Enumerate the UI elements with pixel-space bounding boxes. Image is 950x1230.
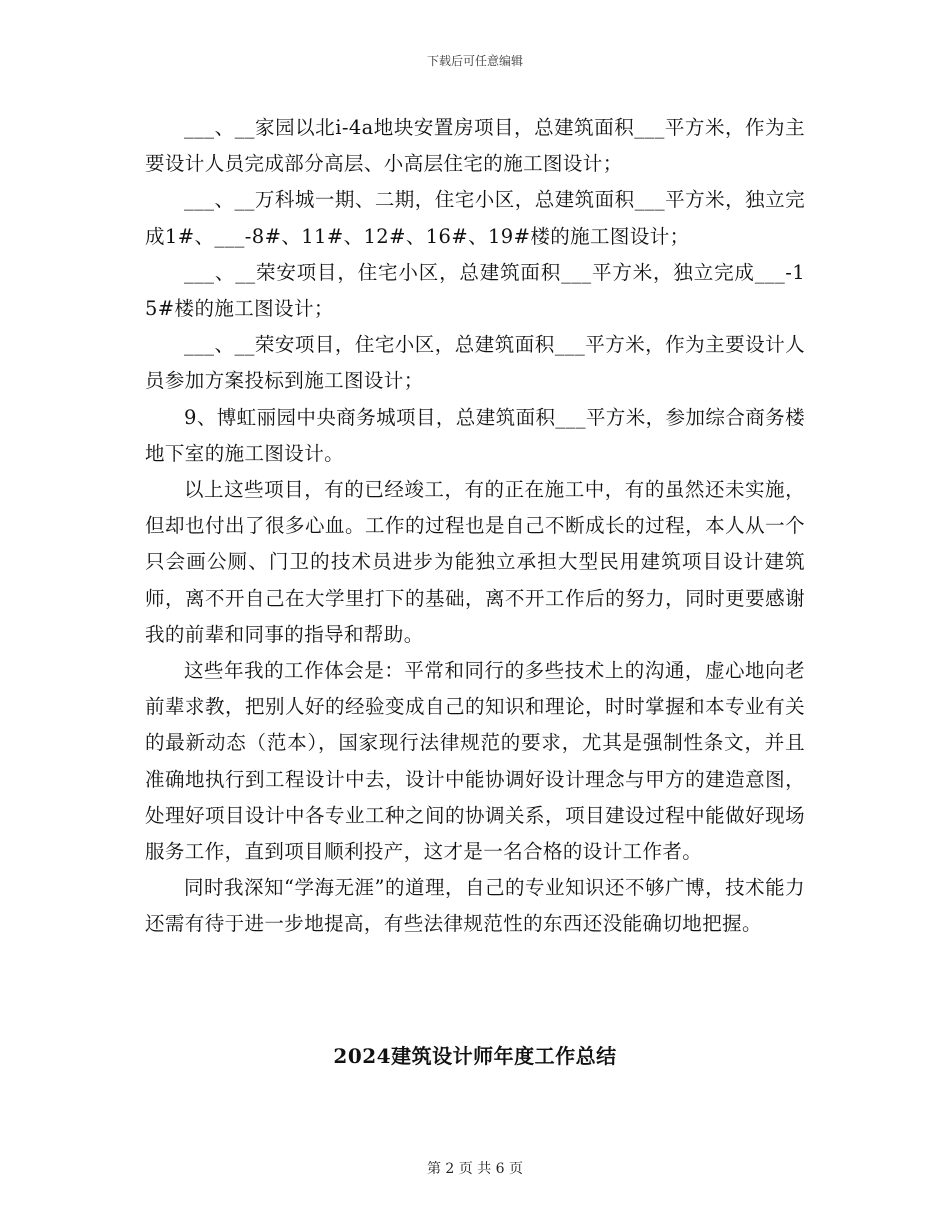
paragraph-self-improvement: 同时我深知“学海无涯”的道理，自己的专业知识还不够广博，技术能力还需有待于进一步地提高，有些法律规范性的东西还没能确切地把握。 — [145, 876, 805, 936]
document-body — [145, 110, 805, 943]
paragraph-project-vanke: ___、__万科城一期、二期，住宅小区，总建筑面积___平方米，独立完成1#、___-8#、11#、12#、16#、19#楼的施工图设计； — [145, 188, 805, 248]
paragraph-project-rongan-2: ___、__荣安项目，住宅小区，总建筑面积___平方米，作为主要设计人员参加方案投标到施工图设计； — [145, 333, 805, 393]
document-title: 2024建筑设计师年度工作总结 — [333, 1044, 617, 1068]
page-number: 第 2 页 共 6 页 — [426, 1161, 524, 1177]
paragraph-experience: 这些年我的工作体会是：平常和同行的多些技术上的沟通，虚心地向老前辈求教，把别人好的经验变成自己的知识和理论，时时掌握和本专业有关的最新动态（范本），国家现行法律规范的要求，尤其是强制性条文，并且准确地执行到工程设计中去，设计中能协调好设计理念与甲方的建造意图，处理好项目设计中各专业工种之间的协调关系，项目建设过程中能做好现场服务工作，直到项目顺利投产，这才是一名合格的设计工作者。 — [145, 659, 805, 864]
header-note: 下载后可任意编辑 — [426, 54, 523, 68]
paragraph-reflection: 以上这些项目，有的已经竣工，有的正在施工中，有的虽然还未实施，但却也付出了很多心血。工作的过程也是自己不断成长的过程，本人从一个只会画公厕、门卫的技术员进步为能独立承担大型民用建筑项目设计建筑师，离不开自己在大学里打下的基础，离不开工作后的努力，同时更要感谢我的前辈和同事的指导和帮助。 — [145, 478, 805, 646]
paragraph-project-bohong: 9、博虹丽园中央商务城项目，总建筑面积___平方米，参加综合商务楼地下室的施工图设计。 — [145, 405, 805, 465]
paragraph-project-i4a: ___、__家园以北i-4a地块安置房项目，总建筑面积___平方米，作为主要设计人员完成部分高层、小高层住宅的施工图设计； — [145, 116, 805, 176]
paragraph-project-rongan-1: ___、__荣安项目，住宅小区，总建筑面积___平方米，独立完成___-15#楼的施工图设计； — [145, 260, 805, 321]
